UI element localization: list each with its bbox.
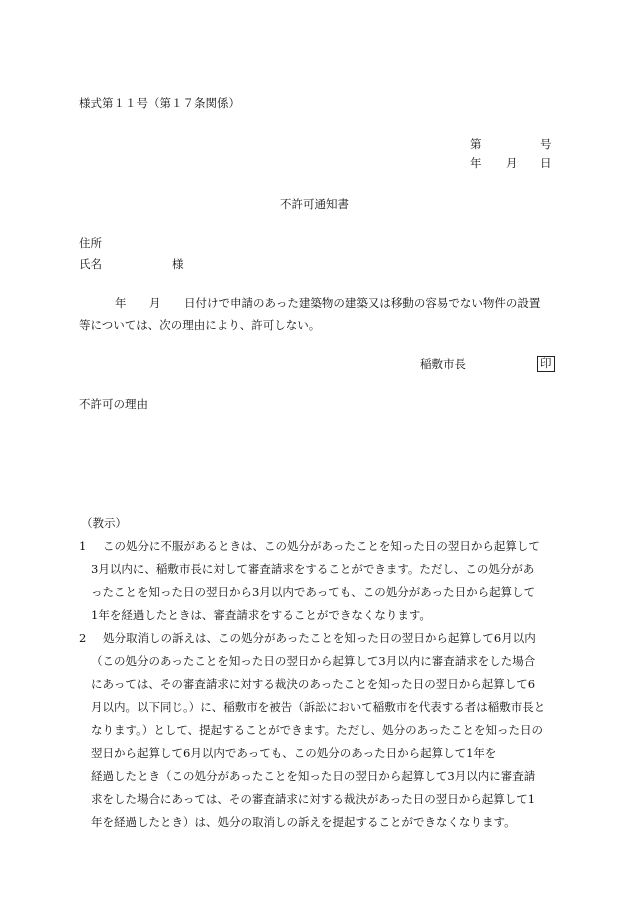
notice-line: 年を経過したとき）は、処分の取消しの訴えを提起することができなくなります。 [91,815,516,829]
notice-line: この処分に不服があるときは、この処分があったことを知った日の翌日から起算して [103,539,540,553]
number-dai: 第 [470,137,482,151]
notice-item-number: 2 [79,631,87,645]
notice-line: 月以内。以下同じ。）に、稲敷市を被告（訴訟において稲敷市を代表する者は稲敷市長と [91,700,546,714]
intro-year: 年 [115,296,127,310]
number-go: 号 [540,137,552,151]
date-day: 日 [540,156,552,170]
date-year: 年 [470,156,482,170]
notice-item-body [91,535,555,627]
document-title: 不許可通知書 [280,197,349,211]
issuer-name: 稲敷市長 [420,357,466,371]
notice-line: なります。）として、提起することができます。ただし、処分のあったことを知った日の [91,723,544,737]
notice-line: 3月以内に、稲敷市長に対して審査請求をすることができます。ただし、この処分があ [91,562,535,576]
notice-line: 処分取消しの訴えは、この処分があったことを知った日の翌日から起算して6月以内 [103,631,536,645]
notice-line: 経過したとき（この処分があったことを知った日の翌日から起算して3月以内に審査請 [91,769,536,783]
notice-line: 求をした場合にあっては、その審査請求に対する裁決があった日の翌日から起算して1 [91,792,536,806]
notice-item-number: 1 [79,539,87,553]
notice-line: （この処分のあったことを知った日の翌日から起算して3月以内に審査請求をした場合 [91,654,536,668]
seal-mark: 印 [537,356,555,372]
sama-honorific: 様 [172,257,184,271]
notice-line: ったことを知った日の翌日から3月以内であっても、この処分があった日から起算して [91,585,536,599]
date-month: 月 [506,156,518,170]
notice-heading: （教示） [81,516,127,530]
address-label: 住所 [79,236,102,250]
notice-item-body [91,627,555,834]
name-label: 氏名 [79,257,102,271]
form-label: 様式第１１号（第１７条関係） [79,96,240,110]
reason-label: 不許可の理由 [79,397,148,411]
intro-month: 月 [149,296,161,310]
notice-line: 翌日から起算して6月以内であっても、この処分のあった日から起算して1年を [91,746,497,760]
notice-line: にあっては、その審査請求に対する裁決のあったことを知った日の翌日から起算して6 [91,677,536,691]
intro-line1: 日付けで申請のあった建築物の建築又は移動の容易でない物件の設置 [184,296,541,310]
intro-line2: 等については、次の理由により、許可しない。 [79,318,321,332]
notice-line: 1年を経過したときは、審査請求をすることができなくなります。 [91,608,431,622]
